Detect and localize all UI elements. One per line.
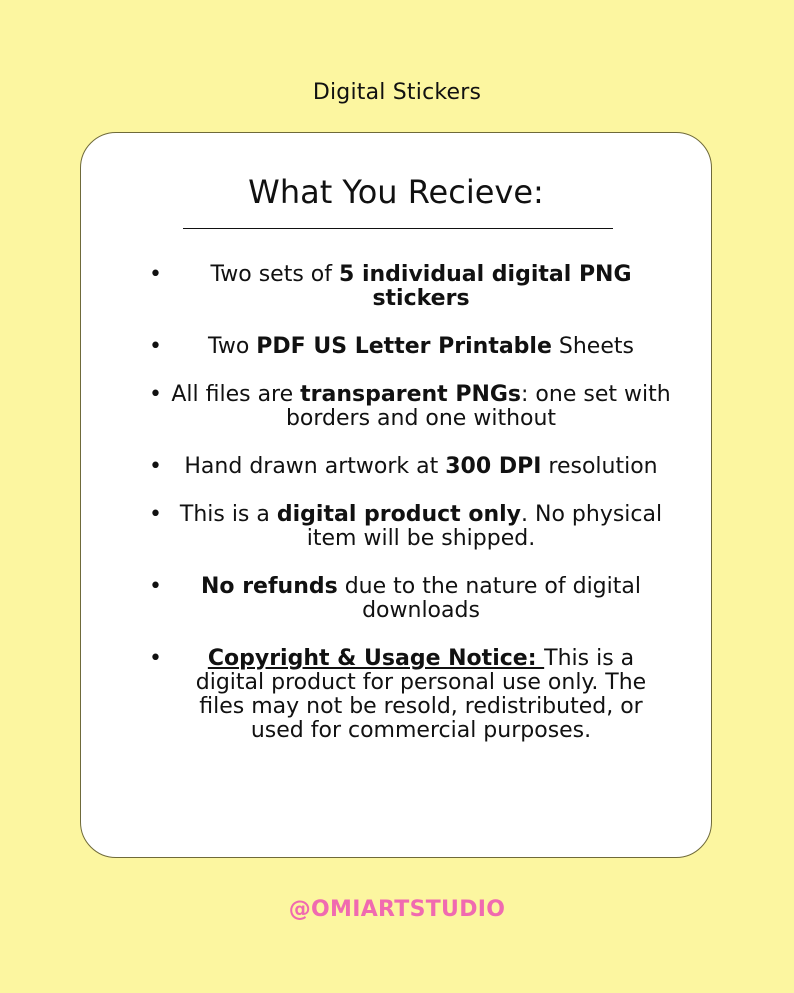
bullet: • — [149, 262, 162, 287]
item-text-tail: . No physical item will be shipped. — [306, 502, 663, 551]
item-text: Two — [208, 334, 257, 359]
bullet: • — [149, 574, 162, 599]
list-item-digital-only — [81, 503, 711, 551]
list-item-png-stickers — [81, 263, 711, 311]
list-item-dpi — [81, 455, 711, 479]
item-emphasis: 300 DPI — [445, 454, 542, 479]
item-text-tail: resolution — [541, 454, 658, 479]
header-title: Digital Stickers — [312, 80, 482, 105]
item-text: Hand drawn artwork at — [184, 454, 446, 479]
item-emphasis: digital product only — [276, 502, 522, 527]
item-text: This is a — [179, 502, 277, 527]
bullet: • — [149, 454, 162, 479]
card-title: What You Recieve: — [248, 173, 544, 211]
item-text-tail: : one set with borders and one without — [285, 382, 671, 431]
bullet: • — [149, 382, 162, 407]
list-item-pdf-sheets — [81, 335, 711, 359]
item-text-tail: Sheets — [551, 334, 634, 359]
copyright-heading: Copyright & Usage Notice: — [207, 646, 545, 671]
bullet: • — [149, 502, 162, 527]
list-item-copyright — [81, 647, 711, 743]
item-text: All files are — [171, 382, 301, 407]
feature-list — [81, 263, 711, 743]
item-emphasis: No refunds — [201, 574, 338, 599]
item-text-tail: This is a digital product for personal use only. The files may not be resold, redistributed, or used for commercial purposes. — [195, 646, 647, 743]
item-text-tail: due to the nature of digital downloads — [337, 574, 641, 623]
title-divider — [183, 228, 613, 229]
list-item-transparent-pngs — [81, 383, 711, 431]
bullet: • — [149, 334, 162, 359]
item-text: Two sets of — [210, 262, 339, 287]
bullet: • — [149, 646, 162, 671]
footer-handle: @OMIARTSTUDIO — [288, 897, 506, 922]
item-emphasis: 5 individual digital PNG stickers — [339, 262, 632, 311]
item-emphasis: PDF US Letter Printable — [256, 334, 552, 359]
item-emphasis: transparent PNGs — [300, 382, 522, 407]
list-item-no-refunds — [81, 575, 711, 623]
info-card — [80, 132, 712, 858]
